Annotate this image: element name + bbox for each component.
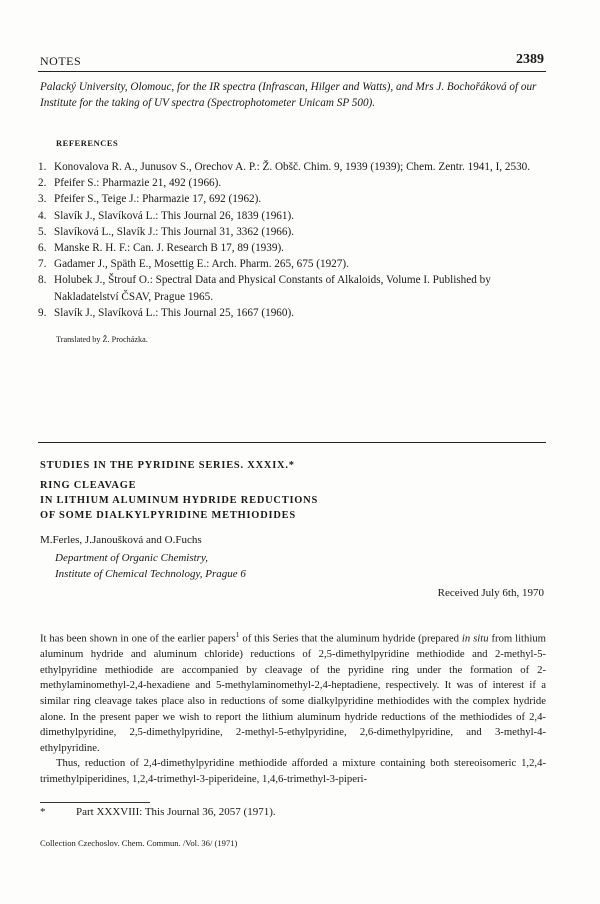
reference-item	[38, 224, 548, 240]
references-list	[38, 159, 548, 321]
article-authors: M.Ferles, J.Janoušková and O.Fuchs	[40, 534, 202, 546]
reference-text: Konovalova R. A., Junusov S., Orechov A. P.: Ž. Obšč. Chim. 9, 1939 (1939); Chem. Zentr. 1941, I, 2530.	[54, 161, 531, 173]
body-text: of this Series that the aluminum hydride (prepared	[239, 632, 462, 645]
title-line: RING CLEAVAGE	[40, 480, 137, 491]
reference-text: Holubek J., Štrouf O.: Spectral Data and Physical Constants of Alkaloids, Volume I. Published by Nakladatelství ČSAV, Prague 1965.	[54, 274, 491, 303]
reference-number: 3.	[38, 193, 47, 206]
reference-text: Pfeifer S., Teige J.: Pharmazie 17, 692 (1962).	[54, 193, 262, 206]
reference-number: 7.	[38, 258, 47, 271]
series-heading: STUDIES IN THE PYRIDINE SERIES. XXXIX.*	[40, 460, 295, 471]
article-title	[40, 478, 318, 523]
title-line: IN LITHIUM ALUMINUM HYDRIDE REDUCTIONS	[40, 495, 319, 506]
body-paragraph: Thus, reduction of 2,4-dimethylpyridine methiodide afforded a mixture containing both stereoisomeric 1,2,4-trimethylpiperidines, 1,2,4-trimethyl-3-piperideine, 1,4,6-trimethyl-3-piperi-	[40, 757, 546, 785]
footnote-text: Part XXXVIII: This Journal 36, 2057 (1971).	[76, 806, 276, 818]
reference-item	[38, 191, 548, 207]
reference-item	[38, 208, 548, 224]
italic-term: in situ	[461, 632, 489, 645]
article-separator-rule	[38, 442, 546, 443]
reference-item	[38, 305, 548, 321]
reference-number: 2.	[38, 177, 47, 190]
reference-number: 5.	[38, 225, 47, 238]
received-date: Received July 6th, 1970	[437, 587, 544, 599]
reference-number: 1.	[38, 161, 47, 173]
journal-footer: Collection Czechoslov. Chem. Commun. /Vol. 36/ (1971)	[40, 838, 238, 848]
reference-number: 6.	[38, 242, 47, 255]
affiliation-line: Institute of Chemical Technology, Prague 6	[55, 567, 246, 580]
reference-number: 4.	[38, 209, 47, 222]
title-line: OF SOME DIALKYLPYRIDINE METHIODIDES	[40, 510, 296, 521]
footnote-rule	[40, 802, 150, 803]
footnote	[40, 806, 276, 818]
footnote-mark: *	[40, 806, 46, 818]
acknowledgement-text: Palacký University, Olomouc, for the IR spectra (Infrascan, Hilger and Watts), and Mrs J. Bochořáková of our Institute for the taking of UV spectra (Spectrophotometer Unicam SP 500).	[40, 81, 537, 109]
reference-item	[38, 175, 548, 191]
translator-credit: Translated by Ž. Procházka.	[56, 335, 148, 344]
citation-superscript: 1	[235, 630, 240, 639]
body-text: from lithium aluminum hydride and aluminum chloride) reductions of 2,5-dimethylpyridine methiodide and 2-methyl-5-ethylpyridine methiodide are accompanied by cleavage of the pyridine ring under the formation of 2-methylaminomethyl-2,4-hexadiene and 5-methylaminomethyl-2,4-heptadiene, respectively. It was of interest if a similar ring cleavage takes place also in reductions of some dialkylpyridine methiodides with the complex hydride alone. In the present paper we wish to report the lithium aluminum hydride reductions of the methiodides of 2,4-dimethylpyridine, 2,5-dimethylpyridine, 2-methyl-5-ethylpyridine, 2,6-dimethylpyridine, and 3-methyl-4-ethylpyridine.	[40, 632, 546, 754]
reference-number: 8.	[38, 274, 47, 287]
body-paragraph	[40, 627, 546, 756]
reference-text: Pfeifer S.: Pharmazie 21, 492 (1966).	[54, 177, 222, 190]
author-affiliation	[55, 551, 246, 582]
running-header-section: NOTES	[40, 54, 82, 68]
reference-number: 9.	[38, 306, 47, 319]
article-body	[40, 627, 546, 788]
reference-text: Slavíková L., Slavík J.: This Journal 31, 3362 (1966).	[54, 225, 295, 238]
references-heading: REFERENCES	[56, 139, 119, 148]
header-rule	[38, 71, 546, 72]
reference-item	[38, 272, 548, 304]
reference-item	[38, 240, 548, 256]
affiliation-line: Department of Organic Chemistry,	[55, 552, 208, 564]
reference-text: Gadamer J., Späth E., Mosettig E.: Arch. Pharm. 265, 675 (1927).	[54, 258, 349, 271]
reference-text: Slavík J., Slavíková L.: This Journal 26, 1839 (1961).	[54, 209, 295, 222]
page-number: 2389	[516, 52, 544, 67]
body-text: It has been shown in one of the earlier papers	[40, 632, 236, 645]
reference-item	[38, 256, 548, 272]
reference-text: Slavík J., Slavíková L.: This Journal 25, 1667 (1960).	[54, 306, 295, 319]
reference-item	[38, 159, 548, 175]
reference-text: Manske R. H. F.: Can. J. Research B 17, 89 (1939).	[54, 242, 284, 255]
